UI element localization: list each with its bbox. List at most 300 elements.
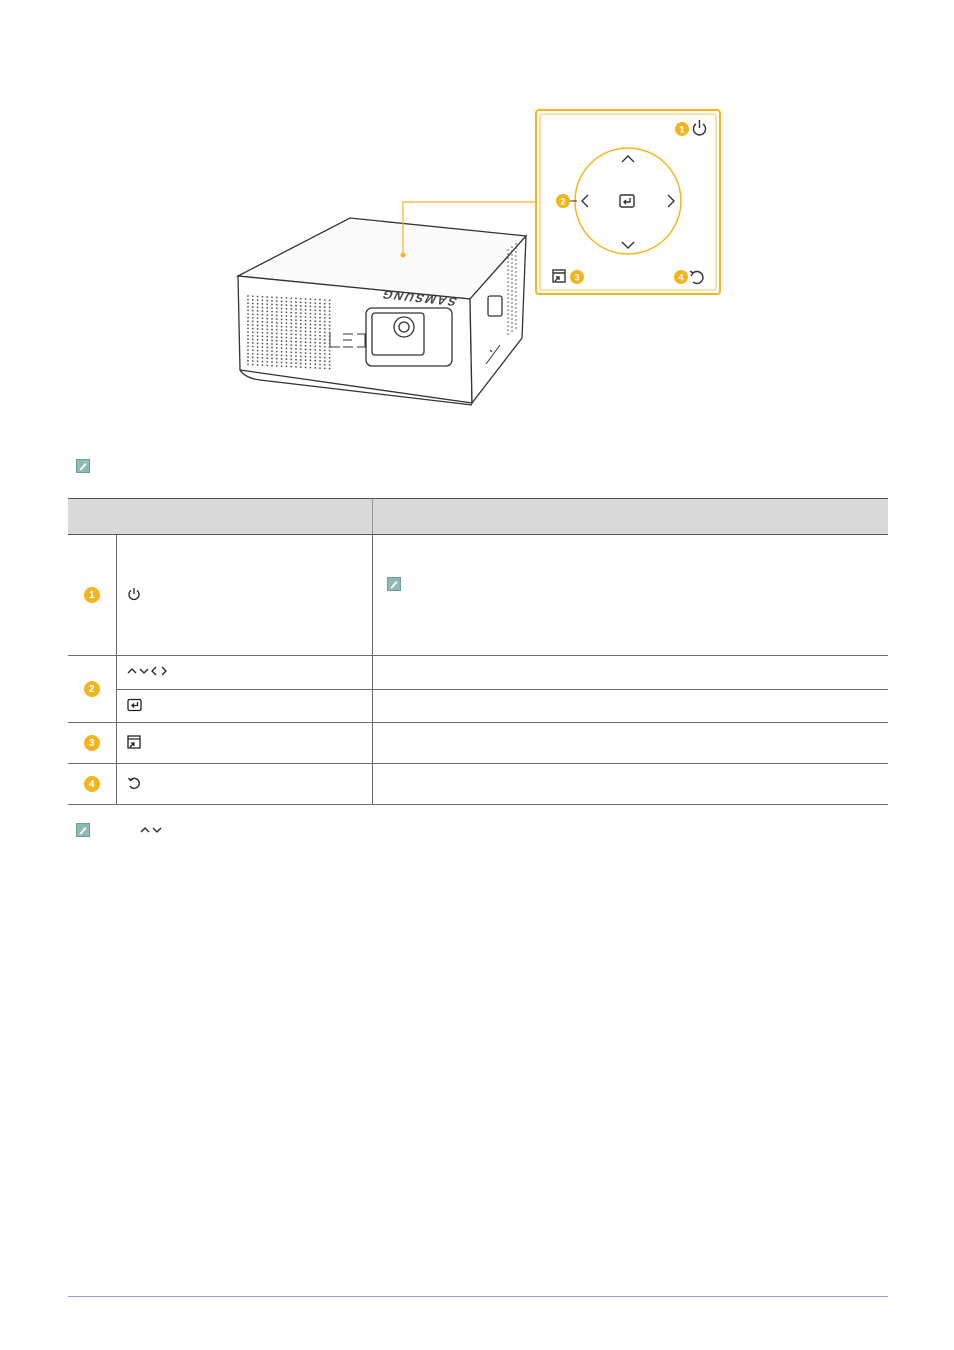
grille-dot	[515, 255, 517, 257]
grille-dot	[511, 302, 513, 304]
table-header-description	[372, 499, 888, 535]
grille-dot	[252, 299, 254, 301]
grille-dot	[257, 339, 259, 341]
grille-dot	[515, 279, 517, 281]
grille-dot	[290, 333, 292, 335]
grille-dot	[507, 281, 509, 283]
grille-dot	[300, 309, 302, 311]
grille-dot	[281, 300, 283, 302]
grille-dot	[300, 366, 302, 368]
grille-dot	[324, 350, 326, 352]
grille-dot	[271, 358, 273, 360]
grille-dot	[324, 321, 326, 323]
grille-dot	[271, 347, 273, 349]
grille-dot	[276, 333, 278, 335]
grille-dot	[295, 337, 297, 339]
grille-dot	[305, 331, 307, 333]
grille-dot	[281, 308, 283, 310]
grille-dot	[507, 257, 509, 259]
row-description	[372, 723, 888, 764]
grille-dot	[324, 364, 326, 366]
grille-dot	[257, 332, 259, 334]
grille-dot	[247, 335, 249, 337]
grille-dot	[257, 342, 259, 344]
grille-dot	[281, 322, 283, 324]
grille-dot	[262, 314, 264, 316]
grille-dot	[290, 305, 292, 307]
grille-dot	[257, 350, 259, 352]
grille-dot	[276, 365, 278, 367]
grille-dot	[266, 361, 268, 363]
row-description	[372, 535, 888, 656]
grille-dot	[515, 327, 517, 329]
grille-dot	[266, 350, 268, 352]
grille-dot	[281, 354, 283, 356]
grille-dot	[305, 363, 307, 365]
grille-dot	[262, 296, 264, 298]
grille-dot	[314, 317, 316, 319]
number-badge: 4	[84, 776, 100, 792]
grille-dot	[300, 341, 302, 343]
grille-dot	[247, 349, 249, 351]
grille-dot	[295, 344, 297, 346]
grille-dot	[290, 351, 292, 353]
grille-dot	[511, 278, 513, 280]
grille-dot	[511, 254, 513, 256]
grille-dot	[247, 306, 249, 308]
grille-dot	[305, 334, 307, 336]
grille-dot	[257, 335, 259, 337]
grille-dot	[305, 349, 307, 351]
grille-dot	[281, 311, 283, 313]
grille-dot	[511, 294, 513, 296]
grille-dot	[252, 306, 254, 308]
grille-dot	[319, 310, 321, 312]
grille-dot	[319, 335, 321, 337]
grille-dot	[257, 357, 259, 359]
grille-dot	[507, 305, 509, 307]
grille-dot	[511, 250, 513, 252]
grille-dot	[266, 325, 268, 327]
svg-text:2: 2	[560, 196, 566, 207]
grille-dot	[295, 308, 297, 310]
grille-dot	[310, 363, 312, 365]
grille-dot	[276, 315, 278, 317]
grille-dot	[247, 360, 249, 362]
grille-dot	[329, 314, 331, 316]
grille-dot	[252, 360, 254, 362]
grille-dot	[247, 313, 249, 315]
grille-dot	[507, 309, 509, 311]
row-number	[68, 535, 116, 656]
grille-dot	[271, 296, 273, 298]
table-row	[68, 723, 888, 764]
grille-dot	[305, 302, 307, 304]
grille-dot	[257, 353, 259, 355]
grille-dot	[276, 304, 278, 306]
grille-dot	[266, 307, 268, 309]
grille-dot	[262, 350, 264, 352]
grille-dot	[247, 317, 249, 319]
grille-dot	[324, 328, 326, 330]
grille-dot	[324, 339, 326, 341]
grille-dot	[262, 346, 264, 348]
grille-dot	[295, 352, 297, 354]
grille-dot	[262, 307, 264, 309]
grille-dot	[252, 303, 254, 305]
grille-dot	[515, 263, 517, 265]
grille-dot	[319, 313, 321, 315]
grille-dot	[266, 303, 268, 305]
grille-dot	[257, 328, 259, 330]
grille-dot	[295, 330, 297, 332]
grille-dot	[286, 337, 288, 339]
grille-dot	[247, 324, 249, 326]
grille-dot	[515, 247, 517, 249]
grille-dot	[286, 301, 288, 303]
callout-badge-1	[675, 122, 689, 136]
grille-dot	[305, 320, 307, 322]
table-row	[68, 690, 888, 723]
grille-dot	[329, 328, 331, 330]
grille-dot	[252, 364, 254, 366]
grille-dot	[286, 333, 288, 335]
grille-dot	[262, 339, 264, 341]
grille-dot	[286, 351, 288, 353]
grille-dot	[290, 315, 292, 317]
grille-dot	[324, 346, 326, 348]
grille-dot	[507, 265, 509, 267]
grille-dot	[300, 352, 302, 354]
grille-dot	[295, 348, 297, 350]
grille-dot	[310, 320, 312, 322]
grille-dot	[286, 355, 288, 357]
grille-dot	[511, 298, 513, 300]
grille-dot	[286, 322, 288, 324]
grille-dot	[314, 345, 316, 347]
grille-dot	[266, 318, 268, 320]
grille-dot	[507, 321, 509, 323]
row-description	[372, 656, 888, 690]
grille-dot	[507, 333, 509, 335]
grille-dot	[515, 271, 517, 273]
grille-dot	[276, 300, 278, 302]
grille-dot	[286, 366, 288, 368]
grille-dot	[319, 299, 321, 301]
grille-dot	[507, 297, 509, 299]
grille-dot	[507, 249, 509, 251]
grille-dot	[286, 308, 288, 310]
grille-dot	[276, 322, 278, 324]
grille-dot	[329, 368, 331, 370]
grille-dot	[329, 307, 331, 309]
grille-dot	[262, 317, 264, 319]
grille-dot	[324, 360, 326, 362]
grille-dot	[271, 314, 273, 316]
grille-dot	[324, 368, 326, 370]
grille-dot	[329, 361, 331, 363]
grille-dot	[266, 296, 268, 298]
grille-dot	[314, 367, 316, 369]
source-icon	[127, 735, 141, 749]
grille-dot	[511, 266, 513, 268]
grille-dot	[305, 313, 307, 315]
grille-dot	[511, 322, 513, 324]
grille-dot	[511, 258, 513, 260]
row-number	[68, 764, 116, 805]
grille-dot	[515, 275, 517, 277]
grille-dot	[329, 353, 331, 355]
grille-dot	[310, 313, 312, 315]
grille-dot	[266, 336, 268, 338]
grille-dot	[507, 273, 509, 275]
grille-dot	[515, 319, 517, 321]
grille-dot	[271, 304, 273, 306]
grille-dot	[515, 315, 517, 317]
footer-divider	[68, 1296, 888, 1297]
grille-dot	[295, 334, 297, 336]
grille-dot	[247, 338, 249, 340]
row-key	[116, 656, 372, 690]
grille-dot	[257, 299, 259, 301]
grille-dot	[266, 357, 268, 359]
grille-dot	[266, 354, 268, 356]
grille-dot	[257, 314, 259, 316]
grille-dot	[271, 307, 273, 309]
grille-dot	[271, 322, 273, 324]
number-badge: 2	[84, 681, 100, 697]
grille-dot	[507, 329, 509, 331]
note-icon	[76, 459, 90, 473]
grille-dot	[314, 320, 316, 322]
grille-dot	[257, 324, 259, 326]
grille-dot	[295, 312, 297, 314]
row-key	[116, 535, 372, 656]
grille-dot	[247, 356, 249, 358]
grille-dot	[295, 326, 297, 328]
grille-dot	[507, 289, 509, 291]
grille-dot	[515, 311, 517, 313]
grille-dot	[295, 319, 297, 321]
grille-dot	[247, 353, 249, 355]
grille-dot	[276, 336, 278, 338]
grille-dot	[310, 356, 312, 358]
power-icon	[127, 587, 141, 601]
grille-dot	[247, 295, 249, 297]
grille-dot	[295, 298, 297, 300]
grille-dot	[310, 349, 312, 351]
grille-dot	[247, 302, 249, 304]
grille-dot	[319, 367, 321, 369]
grille-dot	[266, 347, 268, 349]
row-number	[68, 656, 116, 723]
grille-dot	[515, 267, 517, 269]
grille-dot	[257, 317, 259, 319]
grille-dot	[252, 321, 254, 323]
grille-dot	[511, 330, 513, 332]
grille-dot	[281, 362, 283, 364]
grille-dot	[262, 299, 264, 301]
grille-dot	[266, 329, 268, 331]
grille-dot	[271, 329, 273, 331]
grille-dot	[252, 346, 254, 348]
row-description	[372, 764, 888, 805]
grille-dot	[271, 336, 273, 338]
grille-dot	[319, 356, 321, 358]
grille-dot	[271, 318, 273, 320]
grille-dot	[286, 297, 288, 299]
grille-dot	[281, 365, 283, 367]
grille-dot	[515, 291, 517, 293]
grille-dot	[300, 337, 302, 339]
callout-point	[401, 253, 406, 258]
grille-dot	[329, 332, 331, 334]
grille-dot	[295, 341, 297, 343]
grille-dot	[286, 304, 288, 306]
grille-dot	[290, 344, 292, 346]
grille-dot	[247, 331, 249, 333]
grille-dot	[266, 311, 268, 313]
grille-dot	[300, 330, 302, 332]
grille-dot	[262, 364, 264, 366]
grille-dot	[271, 361, 273, 363]
grille-dot	[319, 346, 321, 348]
grille-dot	[324, 314, 326, 316]
grille-dot	[290, 297, 292, 299]
grille-dot	[329, 346, 331, 348]
note-icon	[387, 577, 401, 591]
grille-dot	[314, 349, 316, 351]
grille-dot	[319, 338, 321, 340]
grille-dot	[300, 363, 302, 365]
grille-dot	[324, 357, 326, 359]
grille-dot	[290, 362, 292, 364]
grille-dot	[271, 365, 273, 367]
grille-dot	[310, 352, 312, 354]
grille-dot	[281, 329, 283, 331]
grille-dot	[247, 364, 249, 366]
grille-dot	[329, 303, 331, 305]
grille-dot	[281, 304, 283, 306]
grille-dot	[262, 343, 264, 345]
grille-dot	[310, 345, 312, 347]
grille-dot	[305, 367, 307, 369]
grille-dot	[262, 335, 264, 337]
grille-dot	[281, 358, 283, 360]
grille-dot	[300, 312, 302, 314]
grille-dot	[252, 313, 254, 315]
grille-dot	[286, 340, 288, 342]
grille-dot	[290, 312, 292, 314]
grille-dot	[511, 282, 513, 284]
grille-dot	[295, 362, 297, 364]
row-number	[68, 723, 116, 764]
grille-dot	[262, 357, 264, 359]
grille-dot	[281, 315, 283, 317]
grille-dot	[286, 326, 288, 328]
row-key	[116, 764, 372, 805]
grille-dot	[305, 309, 307, 311]
grille-dot	[511, 274, 513, 276]
grille-dot	[247, 310, 249, 312]
grille-dot	[290, 326, 292, 328]
grille-dot	[247, 346, 249, 348]
grille-dot	[314, 335, 316, 337]
grille-dot	[515, 251, 517, 253]
grille-dot	[247, 299, 249, 301]
grille-dot	[305, 316, 307, 318]
grille-dot	[511, 326, 513, 328]
grille-dot	[511, 318, 513, 320]
grille-dot	[281, 340, 283, 342]
grille-dot	[314, 309, 316, 311]
grille-dot	[286, 362, 288, 364]
grille-dot	[310, 324, 312, 326]
grille-dot	[290, 348, 292, 350]
grille-dot	[252, 317, 254, 319]
number-badge: 3	[84, 735, 100, 751]
grille-dot	[310, 298, 312, 300]
grille-dot	[276, 329, 278, 331]
grille-dot	[252, 335, 254, 337]
grille-dot	[314, 313, 316, 315]
grille-dot	[511, 286, 513, 288]
grille-dot	[310, 331, 312, 333]
grille-dot	[252, 342, 254, 344]
grille-dot	[305, 323, 307, 325]
grille-dot	[300, 359, 302, 361]
grille-dot	[324, 342, 326, 344]
grille-dot	[319, 324, 321, 326]
grille-dot	[324, 317, 326, 319]
grille-dot	[511, 314, 513, 316]
grille-dot	[262, 328, 264, 330]
grille-dot	[257, 346, 259, 348]
grille-dot	[276, 325, 278, 327]
grille-dot	[310, 306, 312, 308]
number-badge: 1	[84, 587, 100, 603]
grille-dot	[257, 321, 259, 323]
grille-dot	[319, 302, 321, 304]
grille-dot	[295, 305, 297, 307]
grille-dot	[329, 357, 331, 359]
grille-dot	[319, 349, 321, 351]
grille-dot	[262, 325, 264, 327]
grille-dot	[281, 336, 283, 338]
grille-dot	[300, 355, 302, 357]
grille-dot	[300, 301, 302, 303]
grille-dot	[290, 366, 292, 368]
grille-dot	[257, 310, 259, 312]
grille-dot	[305, 359, 307, 361]
grille-dot	[252, 310, 254, 312]
grille-dot	[329, 310, 331, 312]
grille-dot	[329, 321, 331, 323]
grille-dot	[305, 338, 307, 340]
grille-dot	[314, 338, 316, 340]
grille-dot	[515, 323, 517, 325]
grille-dot	[305, 341, 307, 343]
grille-dot	[276, 361, 278, 363]
grille-dot	[286, 319, 288, 321]
grille-dot	[314, 327, 316, 329]
grille-dot	[257, 296, 259, 298]
grille-dot	[295, 355, 297, 357]
grille-dot	[281, 344, 283, 346]
grille-dot	[314, 353, 316, 355]
grille-dot	[310, 316, 312, 318]
row-key	[116, 690, 372, 723]
